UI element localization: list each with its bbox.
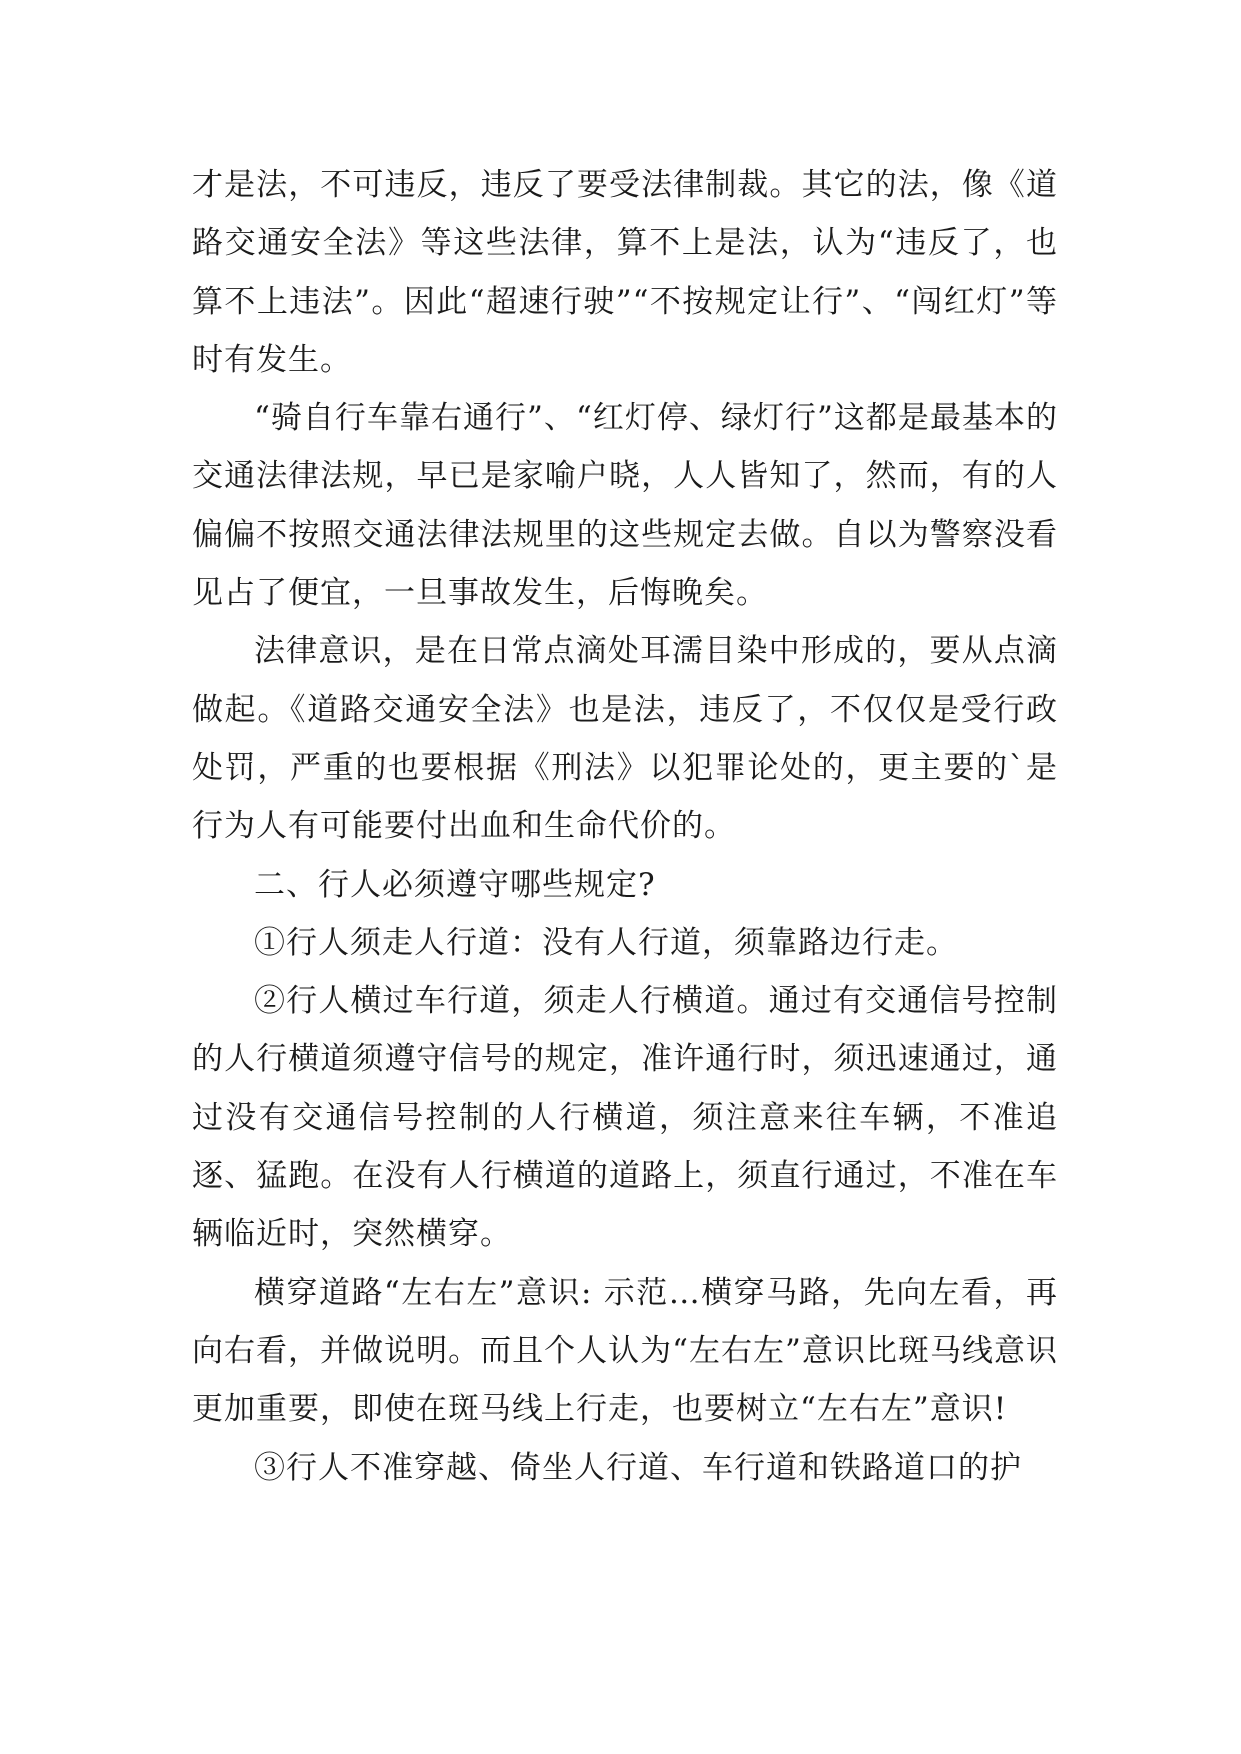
paragraph-basic-traffic-rules: “骑自行车靠右通行”、“红灯停、绿灯行”这都是最基本的交通法律法规，早已是家喻户晓，人人皆知了，然而，有的人偏偏不按照交通法律法规里的这些规定去做。自以为警察没看见占了便宜，一旦事故发生，后悔晚矣。 bbox=[192, 400, 1058, 612]
paragraph-legal-awareness-formation: 法律意识，是在日常点滴处耳濡目染中形成的，要从点滴做起。《道路交通安全法》也是法，违反了，不仅仅是受行政处罚，严重的也要根据《刑法》以犯罪论处的，更主要的`是行为人有可能要付出血和生命代价的。 bbox=[192, 633, 1058, 845]
rule-item-3: ③行人不准穿越、倚坐人行道、车行道和铁路道口的护 bbox=[254, 1449, 1022, 1486]
paragraph-left-right-left: 横穿道路“左右左”意识: 示范…横穿马路，先向左看，再向右看，并做说明。而且个人认为“左右左”意识比斑马线意识更加重要，即使在斑马线上行走，也要树立“左右左”意识! bbox=[192, 1274, 1058, 1428]
paragraph-legal-awareness-intro: 才是法，不可违反，违反了要受法律制裁。其它的法，像《道路交通安全法》等这些法律，算不上是法，认为“违反了，也算不上违法”。因此“超速行驶”“不按规定让行”、“闯红灯”等时有发生。 bbox=[192, 167, 1058, 378]
rule-item-1: ①行人须走人行道：没有人行道，须靠路边行走。 bbox=[254, 924, 958, 961]
document-body bbox=[192, 156, 1058, 1497]
section-heading-pedestrian-rules: 二、行人必须遵守哪些规定? bbox=[254, 866, 656, 903]
rule-item-2: ②行人横过车行道，须走人行横道。通过有交通信号控制的人行横道须遵守信号的规定，准许通行时，须迅速通过，通过没有交通信号控制的人行横道，须注意来往车辆，不准追逐、猛跑。在没有人行横道的道路上，须直行通过，不准在车辆临近时，突然横穿。 bbox=[192, 983, 1058, 1253]
